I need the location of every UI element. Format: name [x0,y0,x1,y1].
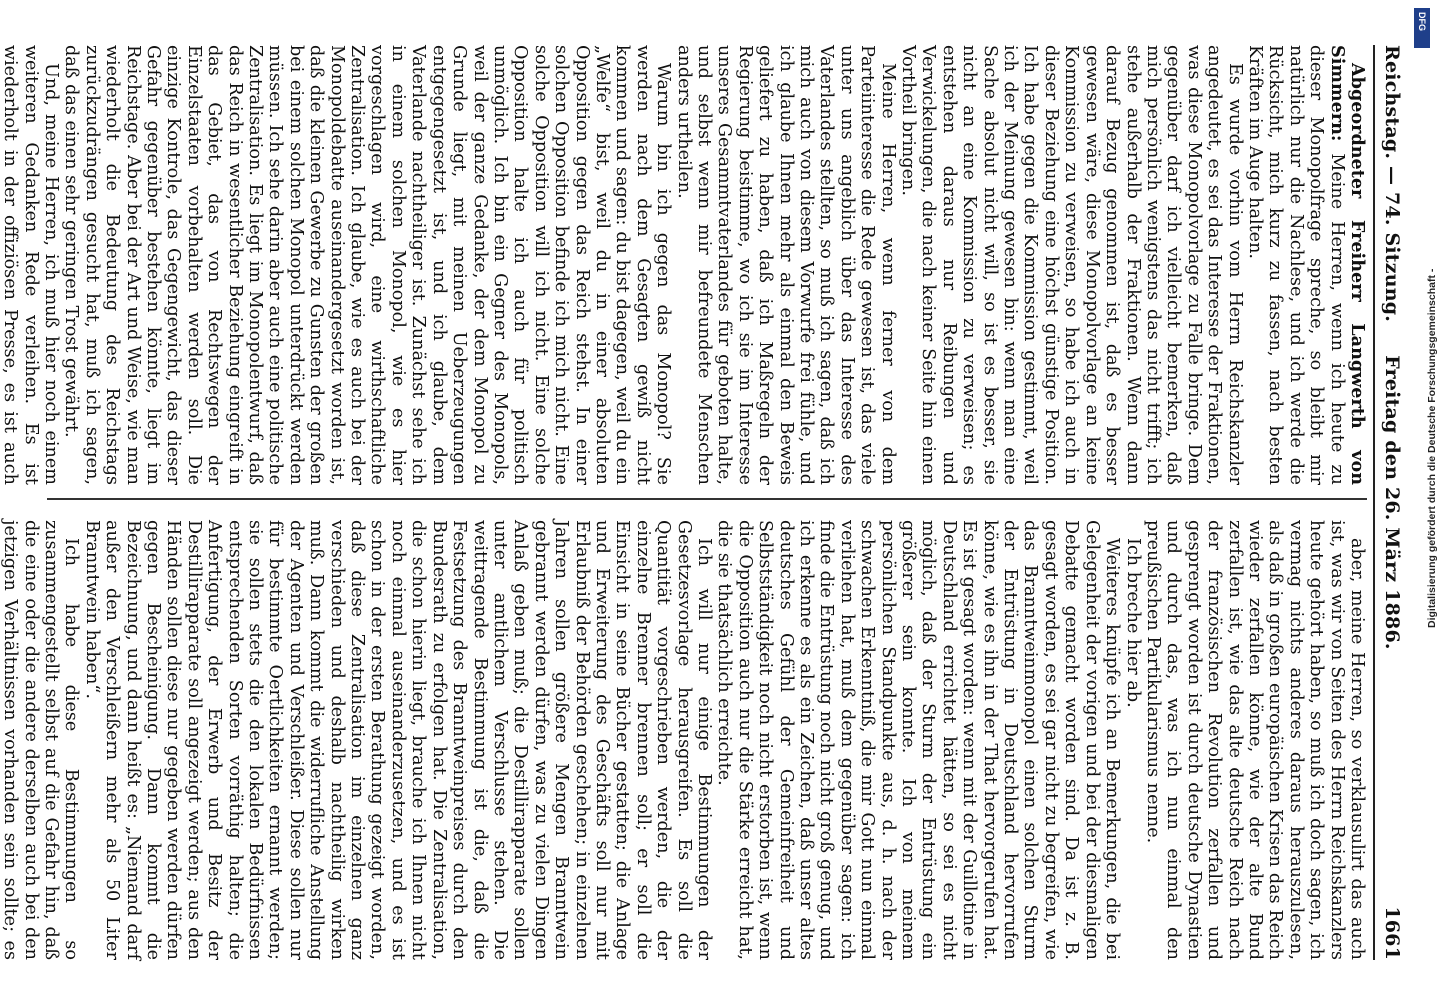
paragraph-text: aber, meine Herren, so verklausulirt das auch ist, was wir von Seiten des Herrn Reichskanzlers heute gehört haben, so muß ich doch sagen, ich vermag nichts anderes daraus herauszulesen, als daß in großen europäischen Krisen das Reich wieder zerfallen könne, wie der alte Bund zerfallen ist, wie das alte deutsche Reich nach der französischen Revolution zerfallen und gesprengt worden ist durch deutsche Dynastien und durch das, was ich nun einmal den preußischen Partikularismus nenne. [1142,520,1367,960]
paragraph [673,45,897,485]
page-header [1373,45,1403,960]
paragraph [898,45,1245,485]
scanned-page [0,15,1415,990]
paragraph [0,520,81,960]
paragraph-text: Ich will nur einige Bestimmungen der Gesetzesvorlage herausgreifen. Es soll die Quantität vorgeschrieben werden, die der einzelne Brenner brennen soll; er soll die Einsicht in seine Bücher gestatten; die Anlage und Erweiterung des Geschäfts soll nur mit Erlaubniß der Behörden geschehen; in einzelnen Jahren sollen größere Mengen Branntwein gebrannt werden dürfen, was zu vielen Dingen Anlaß geben muß; die Destillirapparate sollen unter amtlichem Verschlusse stehen. Die weittragende Bestimmung ist die, daß die Festsetzung des Branntweinpreises durch den Bundesrath zu erfolgen hat. Die Zentralisation, die schon hierin liegt, brauche ich Ihnen nicht noch einmal auseinanderzusetzen, und es ist schon in der ersten Berathung gezeigt worden, daß diese Zentralisation im einzelnen ganz verschieden und deshalb nachtheilig wirken muß. Dann kommt die widerrufliche Anstellung der Agenten und Verschleißer. Diese sollen nur für bestimmte Oertlichkeiten ernannt werden; sie sollen stets die den lokalen Bedürfnissen entsprechenden Sorten vorräthig halten; die Anfertigung, der Erwerb und Besitz der Destillirapparate soll angezeigt werden; aus den Händen sollen diese nur gegeben werden dürfen gegen Bescheinigung. Dann kommt die Bezeichnung, und dann heißt es: „Niemand darf außer den Verschleißern mehr als 50 Liter Branntwein haben“. [81,520,714,960]
header-date: Freitag den 26. März 1886. [1381,355,1403,650]
paragraph [0,45,61,485]
paragraph-text: Ich breche hier ab. [1122,538,1143,708]
dfg-logo [1414,8,1430,48]
digitization-credit: Digitalisierung gefördert durch die Deutsche Forschungsgemeinschaft - [1426,268,1438,628]
dfg-logo-text: DFG [1417,12,1427,31]
paragraph-text: Meine Herren, wenn ich heute zu dieser Monopolfrage spreche, so bleibt mir natürlich nur die Nachlese, und ich werde die Rücksicht, mich kurz zu fassen, nach besten Kräften im Auge halten. [1244,45,1347,485]
paragraph [61,45,673,485]
paragraph [1143,520,1367,960]
paragraph-text: Und, meine Herren, ich muß hier noch einem weiteren Gedanken Rede verleihen. Es ist wiederholt in der offiziösen Presse, es ist auch [0,45,61,485]
paragraph [714,520,1122,960]
column-divider [47,498,1367,500]
paragraph [81,520,714,960]
speaker-name: Abgeordneter Freiherr Langwerth von Simmern: [1326,45,1368,485]
paragraph-text: Ich habe diese Bestimmungen so zusammengestellt selbst auf die Gefahr hin, daß die eine oder die andere derselben auch bei den jetzigen Verhältnissen vorhanden sein sollte; es [0,520,82,960]
header-rule [1373,45,1375,960]
page-number: 1661 [1381,906,1403,960]
left-column [0,45,1368,485]
rotated-page-content [0,15,1415,990]
paragraph-text: Warum bin ich gegen das Monopol? Sie werden nach dem Gesagten gewiß nicht kommen und sagen: du bist dagegen, weil du ein „Welfe“ bist, weil du in einer absoluten Opposition gegen das Reich stehst. In einer solchen Opposition befinde ich mich nicht. Eine solche Opposition will ich nicht. Eine solche Opposition halte ich auch für politisch unmöglich. Ich bin ein Gegner des Monopols, weil der ganze Gedanke, der dem Monopol zu Grunde liegt, mit meinen Ueberzeugungen entgegengesetzt ist, und ich glaube, dem Vaterlande nachtheiliger ist. Zunächst sehe ich in einem solchen Monopol, wie es hier vorgeschlagen wird, eine wirthschaftliche Zentralisation. Ich glaube, wie es auch bei der Monopoldebatte auseinandergesetzt worden ist, daß die kleinen Gewerbe zu Gunsten der großen bei einem solchen Monopol unterdrückt werden müssen. Ich sehe darin aber auch eine politische Zentralisation. Es liegt im Monopolentwurf, daß das Reich in wesentlicher Beziehung eingreift in das Gebiet, das von Rechtswegen der Einzelstaaten vorbehalten werden soll. Die einzige Kontrole, das Gegengewicht, das dieser Gefahr gegenüber bestehen könnte, liegt im Reichstage. Aber bei der Art und Weise, wie man wiederholt die Bedeutung des Reichstags zurückzudrängen gesucht hat, muß ich sagen, daß das einen sehr geringen Trost gewährt. [61,45,674,485]
right-column [0,520,1367,960]
header-section: Reichstag. — 74. Sitzung. [1381,45,1403,323]
paragraph [1122,520,1142,960]
paragraph-text: Meine Herren, wenn ferner von dem Parteiinteresse die Rede gewesen ist, das viele unter uns angeblich über das Interesse des Vaterlandes stellten, so muß ich sagen, daß ich mich auch von diesem Vorwurfe frei fühle, und ich glaube Ihnen mehr als einmal den Beweis geliefert zu haben, daß ich Maßregeln der Regierung beistimme, wo ich sie im Interesse unseres Gesammtvaterlandes für geboten halte, und selbst wenn mir befreundete Menschen anders urtheilen. [673,45,898,485]
paragraph [1245,45,1367,485]
paragraph-text: Es wurde vorhin vom Herrn Reichskanzler angedeutet, es sei das Interesse der Fraktionen, was diese Monopolvorlage zu Falle bringe. Dem gegenüber darf ich vielleicht bemerken, daß mich persönlich wenigstens das nicht trifft; ich stehe außerhalb der Fraktionen. Wenn dann darauf Bezug genommen ist, daß es besser gewesen wäre, diese Monopolvorlage an keine Kommission zu verweisen, so habe ich auch in dieser Beziehung eine höchst günstige Position. Ich habe gegen die Kommission gestimmt, weil ich der Meinung gewesen bin: wenn man eine Sache absolut nicht will, so ist es besser, sie nicht an eine Kommission zu verweisen; es entstehen daraus nur Reibungen und Verwickelungen, die nach keiner Seite hin einen Vortheil bringen. [898,45,1245,485]
paragraph-text: Weiteres knüpfe ich an Bemerkungen, die bei Gelegenheit der vorigen und bei der diesmaligen Debatte gemacht worden sind. Da ist z. B. gesagt worden, es sei gar nicht zu begreifen, wie das Branntweinmonopol einen solchen Sturm der Entrüstung in Deutschland hervorrufen könne, wie es ihn in der That hervorgerufen hat. Es ist gesagt worden: wenn mit der Guillotine in Deutschland errichtet hätten, so sei es nicht möglich, daß der Sturm der Entrüstung ein größerer sein konnte. Ich von meinem persönlichen Standpunkte aus, d. h. nach der schwachen Erkenntniß, die mir Gott nun einmal verliehen hat, muß dem gegenüber sagen: ich finde die Entrüstung noch nicht groß genug, und ich erkenne es als ein Zeichen, daß unser altes deutsches Gefühl der Gemeinfreiheit und Selbstständigkeit noch nicht erstorben ist, wenn die Opposition auch nur die Stärke erreicht hat, die sie thatsächlich erreichte. [714,520,1123,960]
